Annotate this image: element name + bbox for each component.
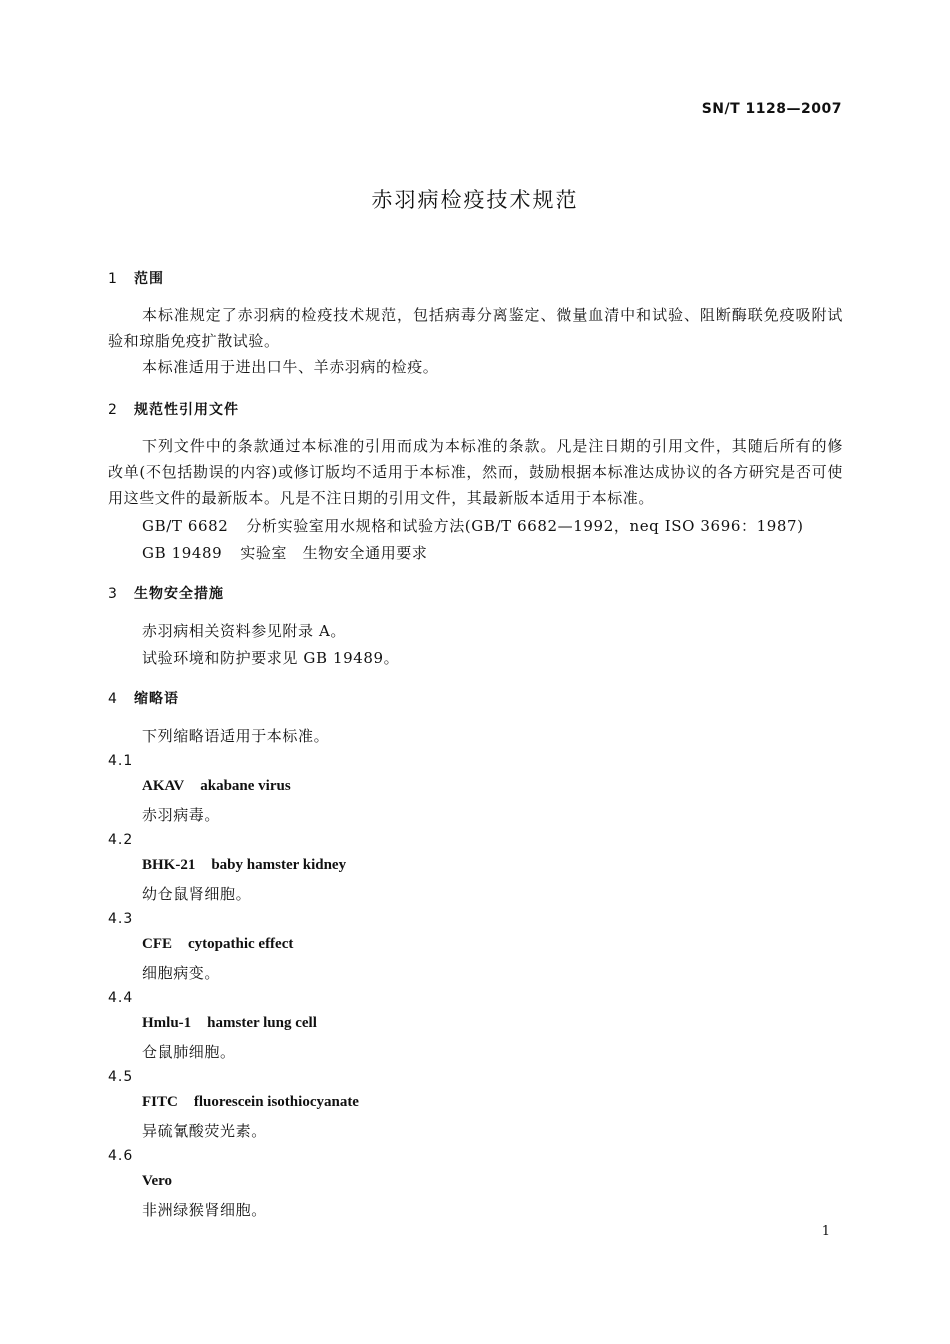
term-entry <box>142 1173 172 1190</box>
term-definition: 异硫氰酸荧光素。 <box>142 1122 267 1140</box>
term-abbreviation: BHK-21 <box>142 857 196 873</box>
section-number: 1 <box>108 271 118 287</box>
section-title: 生物安全措施 <box>134 586 224 602</box>
term-number: 4.2 <box>108 832 134 848</box>
section-1-paragraph-1: 本标准规定了赤羽病的检疫技术规范，包括病毒分离鉴定、微量血清中和试验、阻断酶联免疫吸附试验和琼脂免疫扩散试验。 <box>108 306 843 350</box>
reference-title: 分析实验室用水规格和试验方法(GB/T 6682—1992，neq ISO 3696：1987) <box>246 517 804 535</box>
term-entry <box>142 857 346 874</box>
term-entry <box>142 936 293 953</box>
section-3-heading <box>108 583 224 603</box>
term-definition: 幼仓鼠肾细胞。 <box>142 885 252 903</box>
section-title: 规范性引用文件 <box>134 402 239 418</box>
reference-code: GB/T 6682 <box>142 517 229 535</box>
document-title: 赤羽病检疫技术规范 <box>371 188 579 212</box>
term-number: 4.5 <box>108 1069 134 1085</box>
term-abbreviation: AKAV <box>142 778 185 794</box>
reference-title: 实验室 生物安全通用要求 <box>240 544 428 562</box>
section-number: 3 <box>108 586 118 602</box>
section-number: 4 <box>108 691 118 707</box>
term-definition: 非洲绿猴肾细胞。 <box>142 1201 267 1219</box>
term-number: 4.3 <box>108 911 134 927</box>
term-full-name: fluorescein isothiocyanate <box>193 1094 359 1110</box>
term-entry <box>142 1094 359 1111</box>
term-full-name: hamster lung cell <box>207 1015 317 1031</box>
term-entry <box>142 1015 317 1032</box>
reference-code: GB 19489 <box>142 544 223 562</box>
section-1-paragraph-2: 本标准适用于进出口牛、羊赤羽病的检疫。 <box>142 358 439 376</box>
page-number: 1 <box>821 1224 830 1239</box>
standard-code: SN/T 1128—2007 <box>701 101 842 117</box>
term-abbreviation: Hmlu-1 <box>142 1015 192 1031</box>
term-definition: 仓鼠肺细胞。 <box>142 1043 236 1061</box>
term-entry <box>142 778 291 795</box>
term-number: 4.6 <box>108 1148 134 1164</box>
term-abbreviation: CFE <box>142 936 172 952</box>
term-number: 4.4 <box>108 990 134 1006</box>
section-2-heading <box>108 399 239 419</box>
section-4-heading <box>108 688 179 708</box>
reference-item <box>142 515 804 536</box>
term-full-name: cytopathic effect <box>188 936 294 952</box>
term-number: 4.1 <box>108 753 134 769</box>
section-title: 范围 <box>134 271 164 287</box>
section-1-heading <box>108 268 164 288</box>
term-definition: 赤羽病毒。 <box>142 806 221 824</box>
term-definition: 细胞病变。 <box>142 964 221 982</box>
reference-item <box>142 542 428 563</box>
section-4-intro: 下列缩略语适用于本标准。 <box>142 727 330 745</box>
term-full-name: akabane virus <box>200 778 291 794</box>
section-number: 2 <box>108 402 118 418</box>
section-title: 缩略语 <box>134 691 179 707</box>
section-2-paragraph: 下列文件中的条款通过本标准的引用而成为本标准的条款。凡是注日期的引用文件，其随后所有的修改单(不包括勘误的内容)或修订版均不适用于本标准，然而，鼓励根据本标准达成协议的各方研究是否可使用这些文件的最新版本。凡是不注日期的引用文件，其最新版本适用于本标准。 <box>108 437 843 507</box>
term-abbreviation: Vero <box>142 1173 172 1189</box>
term-abbreviation: FITC <box>142 1094 178 1110</box>
section-3-line: 赤羽病相关资料参见附录 A。 <box>142 622 347 640</box>
section-3-line: 试验环境和防护要求见 GB 19489。 <box>142 649 400 667</box>
term-full-name: baby hamster kidney <box>211 857 347 873</box>
